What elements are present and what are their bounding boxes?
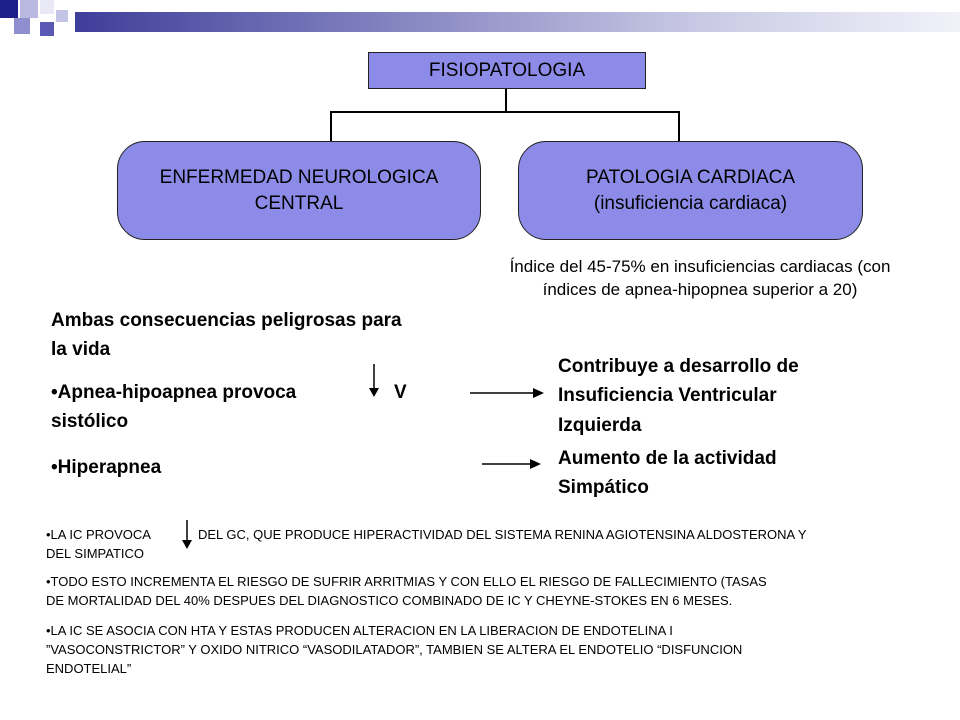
header-square-mid [14,18,30,34]
effect1-line2: Insuficiencia Ventricular [558,385,777,407]
down-arrow-icon [368,364,380,398]
note-riesgo-line2: DE MORTALIDAD DEL 40% DESPUES DEL DIAGNOSTICO COMBINADO DE IC Y CHEYNE-STOKES EN 6 MESES. [46,592,733,608]
consequences-heading-line1: Ambas consecuencias peligrosas para [51,310,402,331]
note-ic-provoca-part2: DEL GC, QUE PRODUCE HIPERACTIVIDAD DEL SISTEMA RENINA AGIOTENSINA ALDOSTERONA Y [198,527,807,542]
effect-simpatico [558,444,938,503]
connector-left-down [330,111,332,141]
node-right-line1: PATOLOGIA CARDIACA [585,166,796,188]
note-ic-provoca-line2: DEL SIMPATICO [46,545,144,561]
effect1-line3: Izquierda [558,414,642,436]
connector-horizontal [330,111,679,113]
root-node-label: FISIOPATOLOGIA [428,59,586,81]
header-square-light [20,0,38,18]
effect2-line1: Aumento de la actividad [558,448,777,469]
bullet-apnea-v: V [394,382,407,403]
node-left-line2: CENTRAL [254,192,344,214]
note-hta-line1: •LA IC SE ASOCIA CON HTA Y ESTAS PRODUCEN ALTERACION EN LA LIBERACION DE ENDOTELINA I [46,623,673,638]
note-ic-provoca-part1: •LA IC PROVOCA [46,527,151,542]
header-gradient-bar [75,12,960,32]
bullet-apnea-line2: sistólico [51,411,129,433]
note-hta-line3: ENDOTELIAL” [46,660,132,676]
note-hta-line2: ”VASOCONSTRICTOR” Y OXIDO NITRICO “VASODILATADOR”, TAMBIEN SE ALTERA EL ENDOTELIO “DISFUNCION [46,641,743,657]
down-arrow-icon [181,520,193,550]
root-node-fisiopatologia [368,52,646,89]
node-enfermedad-neurologica [117,141,481,240]
node-right-line2: (insuficiencia cardiaca) [593,192,788,214]
effect1-line1: Contribuye a desarrollo de [558,356,799,377]
consequences-heading [51,306,521,365]
right-arrow-icon [482,458,542,470]
effect-insuficiencia [558,352,938,440]
header-square-small [56,10,68,22]
node-left-line1: ENFERMEDAD NEUROLOGICA [159,166,439,188]
connector-root-down [505,89,507,112]
note-riesgo-arritmias [46,573,956,611]
header-square-white [40,0,54,14]
header-square-dark [0,0,18,18]
bullet-apnea-text: •Apnea-hipoapnea provoca [51,382,297,403]
bullet-hiperapnea [51,453,351,482]
note-indice-line1: Índice del 45-75% en insuficiencias cardiacas (con [509,257,891,276]
node-patologia-cardiaca [518,141,863,240]
note-indice [440,256,960,302]
note-riesgo-line1: •TODO ESTO INCREMENTA EL RIESGO DE SUFRIR ARRITMIAS Y CON ELLO EL RIESGO DE FALLECIMIENTO (TASAS [46,574,767,589]
connector-right-down [678,111,680,141]
bullet-apnea [51,378,471,437]
consequences-heading-line2: la vida [51,339,111,361]
header-square-accent [40,22,54,36]
bullet-hiperapnea-text: •Hiperapnea [51,457,162,478]
note-indice-line2: índices de apnea-hipopnea superior a 20) [542,279,858,299]
right-arrow-icon [470,387,545,399]
note-hta-endotelio [46,622,956,679]
effect2-line2: Simpático [558,477,649,499]
